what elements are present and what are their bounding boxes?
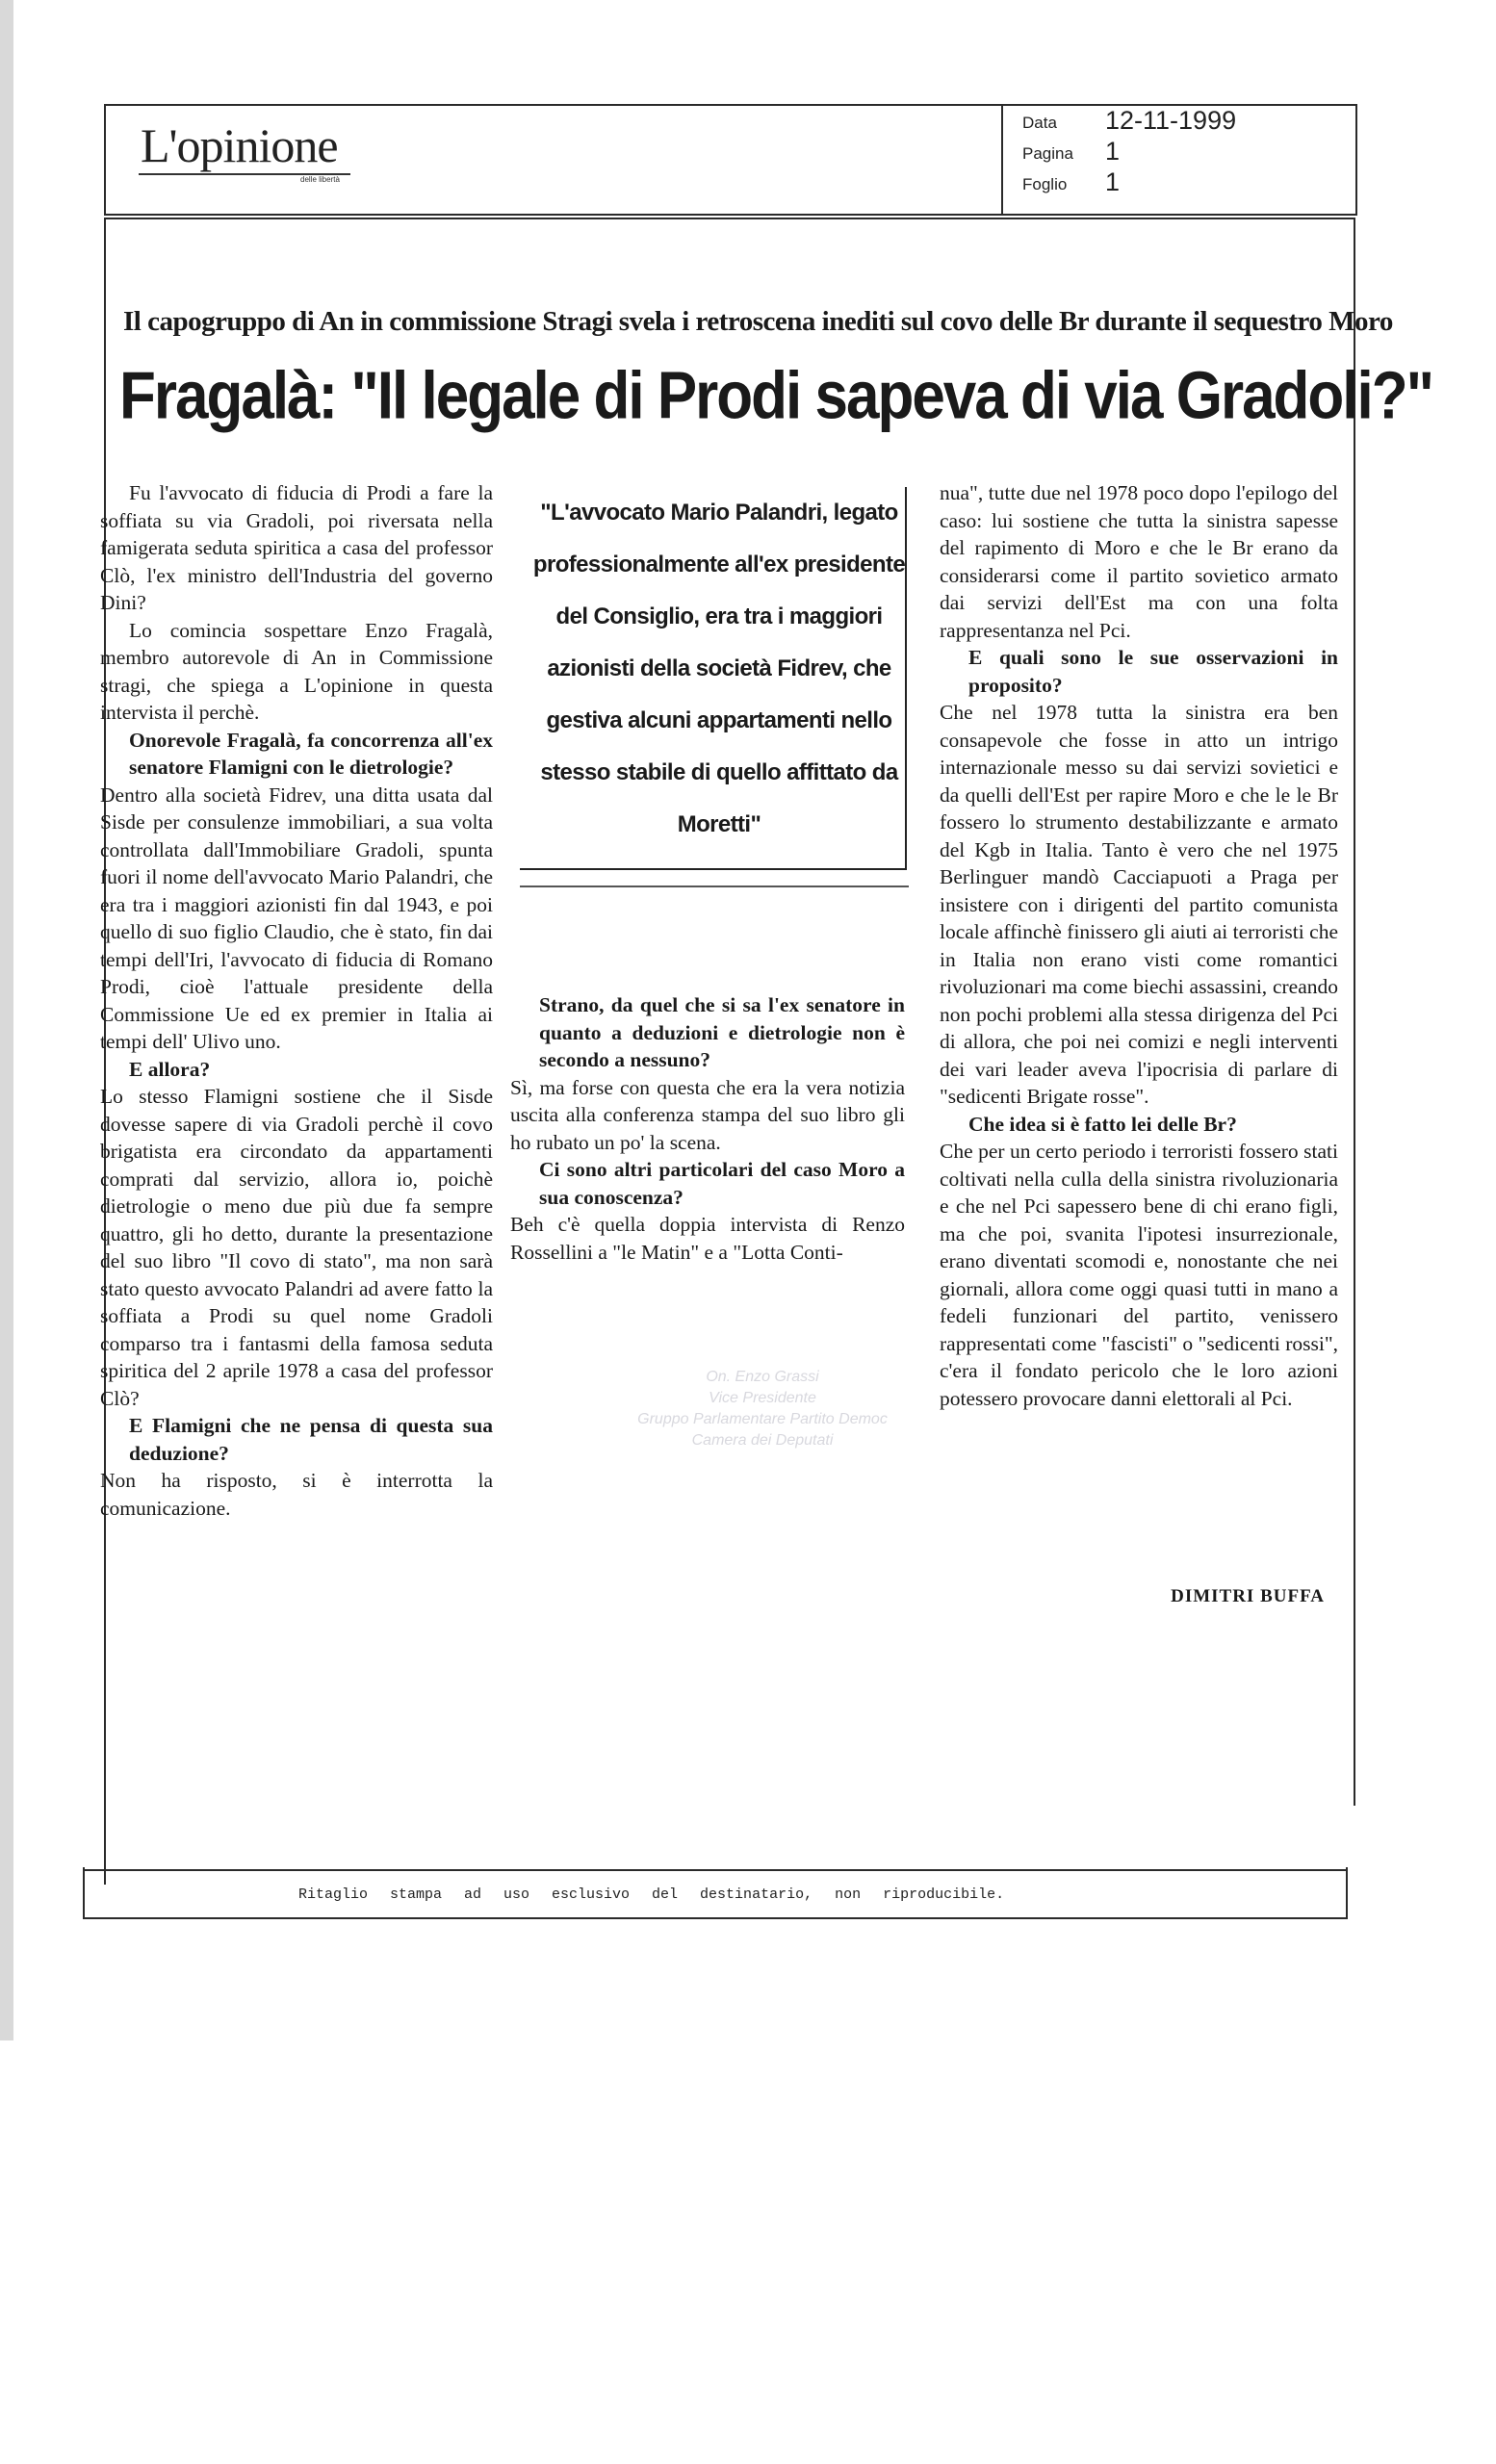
question: Ci sono altri particolari del caso Moro a sua conoscenza? xyxy=(539,1158,905,1209)
pull-quote-text: "L'avvocato Mario Palandri, legato professionalmente all'ex presidente del Consiglio, era tra i maggiori azionisti della società Fidrev, che gestiva alcuni appartamenti nello stesso stabile di quello affittato da Moretti" xyxy=(532,500,906,837)
article-frame-right xyxy=(1354,218,1355,1806)
question: Strano, da quel che si sa l'ex senatore in quanto a deduzioni e dietrologie non è secondo a nessuno? xyxy=(539,993,905,1071)
paragraph: Lo comincia sospettare Enzo Fragalà, membro autorevole di An in Commissione stragi, che spiega a L'opinione in questa intervista il perchè. xyxy=(100,618,493,724)
question: E allora? xyxy=(129,1057,211,1081)
column-1 xyxy=(100,479,493,1522)
date-label: Data xyxy=(1022,114,1057,132)
byline: DIMITRI BUFFA xyxy=(1171,1586,1325,1606)
sheet-value: 1 xyxy=(1105,167,1121,196)
stamp-line: Vice Presidente xyxy=(709,1390,816,1406)
answer: Sì, ma forse con questa che era la vera notizia uscita alla conferenza stampa del suo libro gli ho rubato un po' la scena. xyxy=(510,1075,905,1154)
footer-line xyxy=(83,1869,1346,1871)
article-kicker: Il capogruppo di An in commissione Stragi svela i retroscena inediti sul covo delle Br durante il sequestro Moro xyxy=(123,306,1393,337)
masthead-subtitle: delle libertà xyxy=(300,175,340,184)
answer: Dentro alla società Fidrev, una ditta usata dal Sisde per consulenze immobiliari, a sua volta controllata dall'Immobiliare Gradoli, spunta fuori il nome dell'avvocato Mario Palandri, che era tra i maggiori azionisti fin dal 1943, e poi quello di suo figlio Claudio, che è stato, fin dai tempi dell'Iri, l'avvocato di fiducia di Romano Prodi, cioè l'attuale presidente della Commissione Ue ed ex premier in Italia ai tempi dell' Ulivo uno. xyxy=(100,783,493,1053)
masthead-logo: L'opinione xyxy=(141,118,338,172)
faint-stamp xyxy=(580,1367,945,1451)
question: E Flamigni che ne pensa di questa sua deduzione? xyxy=(129,1414,493,1465)
answer: Lo stesso Flamigni sostiene che il Sisde dovesse sapere di via Gradoli perchè il covo brigatista era circondato da appartamenti comprati dal servizio, allora io, poichè dietrologie o meno due più due fa sempre quattro, gli ho detto, durante la presentazione del suo libro "Il covo di stato", ma non sarà stato questo avvocato Palandri ad avere fatto la soffiata a Prodi su quel nome Gradoli comparso tra i fantasmi della famosa seduta spiritica del 2 aprile 1978 a casa del professor Clò? xyxy=(100,1085,493,1410)
paragraph: Fu l'avvocato di fiducia di Prodi a fare la soffiata su via Gradoli, poi riversata nella famigerata seduta spiritica a casa del professor Clò, l'ex ministro dell'Industria del governo Dini? xyxy=(100,481,493,614)
stamp-line: On. Enzo Grassi xyxy=(706,1369,819,1385)
answer: Che nel 1978 tutta la sinistra era ben consapevole che fosse in atto un intrigo internazionale messo su dai servizi sovietici e da quelli dell'Est per rapire Moro e che le le Br fossero lo strumento destabilizzante e armato del Kgb in Italia. Tanto è vero che nel 1975 Berlinguer mandò Cacciapuoti a Praga per insistere con i dirigenti del partito comunista locale affinchè finissero gli aiuti ai terroristi che in Italia non erano visti come romantici rivoluzionari ma come biechi assassini, creando non pochi problemi alla stessa dirigenza del Pci di allora, che poi nei comizi e negli interventi dei vari leader aveva l'ipocrisia di parlare di "sedicenti Brigate rosse". xyxy=(940,701,1338,1108)
answer: Che per un certo periodo i terroristi fossero stati coltivati nella culla della sinistra rivoluzionaria e che nel Pci sapessero bene di chi erano figli, ma che poi, svanita l'ipotesi insurrezionale, erano diventati scomodi e, nonostante che nei giornali, allora come oggi quasi tutti in mano a fedeli funzionari del partito, venissero rappresentati come "fascisti" o "sedicenti rossi", c'era il fondato pericolo che le loro azioni potessero provocare danni elettorali al Pci. xyxy=(940,1140,1338,1410)
stamp-line: Camera dei Deputati xyxy=(691,1432,834,1449)
scan-edge xyxy=(0,0,13,2040)
question: Onorevole Fragalà, fa concorrenza all'ex senatore Flamigni con le dietrologie? xyxy=(129,728,493,779)
column-2 xyxy=(510,991,905,1266)
footer-notice: Ritaglio stampa ad uso esclusivo del destinatario, non riproducibile. xyxy=(298,1886,1005,1903)
pull-quote-box xyxy=(520,487,907,870)
sheet-label: Foglio xyxy=(1022,175,1068,193)
stamp-line: Gruppo Parlamentare Partito Democ xyxy=(637,1411,888,1427)
column-3 xyxy=(940,479,1338,1412)
question: E quali sono le sue osservazioni in proposito? xyxy=(968,646,1338,697)
paragraph: nua", tutte due nel 1978 poco dopo l'epilogo del caso: lui sostiene che tutta la sinistra sapesse del rapimento di Moro e che le Br erano da considerarsi come il partito sovietico armato dai servizi dell'Est ma con una folta rappresentanza nel Pci. xyxy=(940,481,1338,642)
date-value: 12-11-1999 xyxy=(1105,106,1237,135)
page-value: 1 xyxy=(1105,137,1121,166)
answer: Beh c'è quella doppia intervista di Renzo Rossellini a "le Matin" e a "Lotta Conti- xyxy=(510,1213,905,1264)
answer: Non ha risposto, si è interrotta la comunicazione. xyxy=(100,1469,493,1520)
question: Che idea si è fatto lei delle Br? xyxy=(968,1112,1237,1136)
article-headline: Fragalà: "Il legale di Prodi sapeva di via Gradoli?" xyxy=(119,359,1433,434)
pull-quote-rule xyxy=(520,886,909,887)
header-divider xyxy=(1001,104,1003,214)
page-label: Pagina xyxy=(1022,144,1073,163)
